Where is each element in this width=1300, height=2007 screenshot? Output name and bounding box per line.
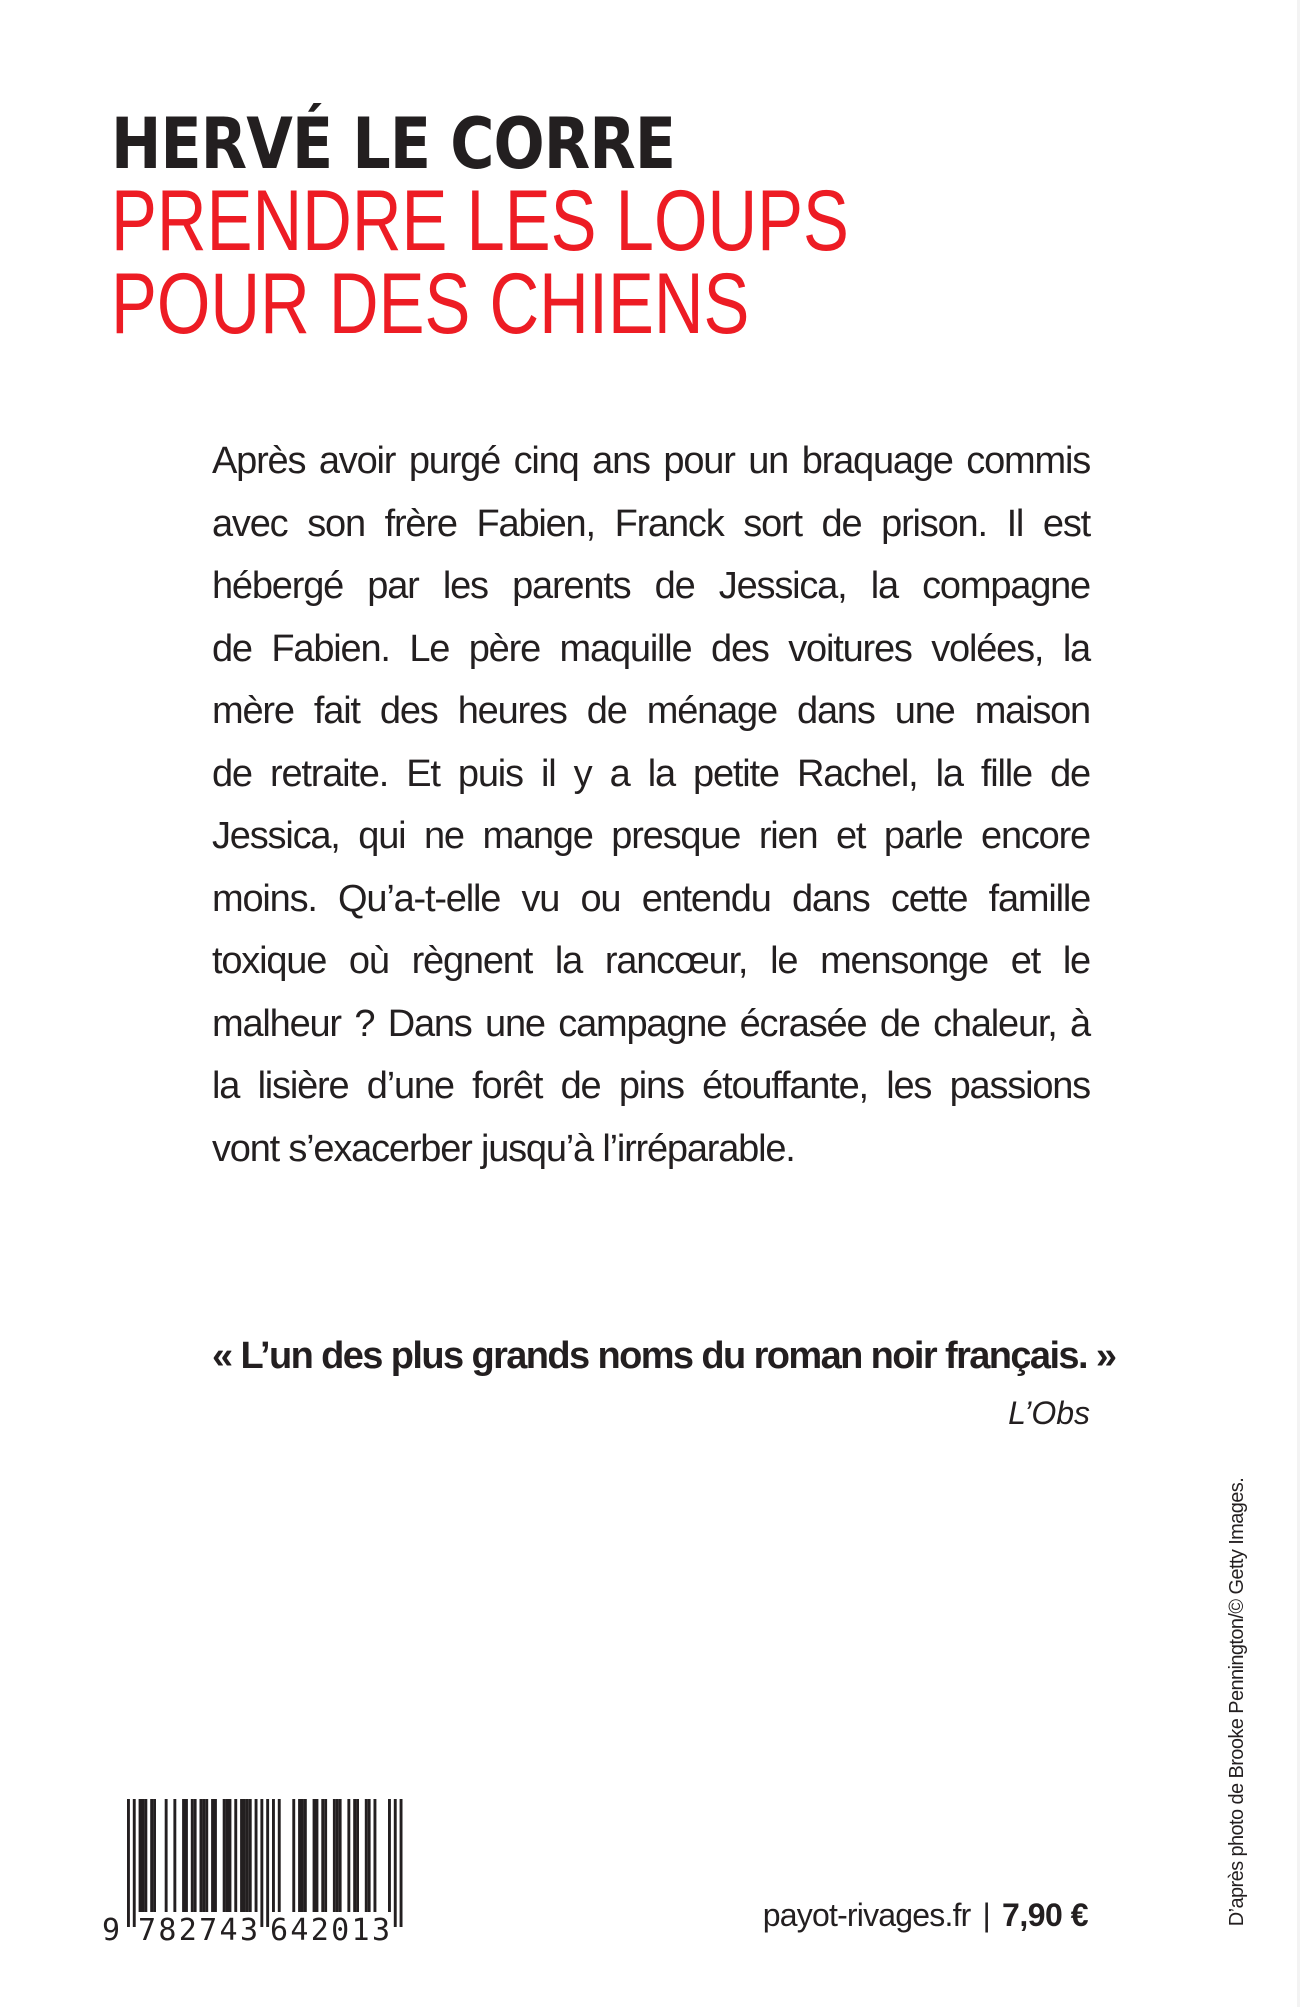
book-title [111, 173, 849, 352]
svg-text:782743: 782743 [138, 1913, 258, 1945]
isbn-barcode [100, 1795, 430, 1945]
blurb-line: Après avoir purgé cinq ans pour un braquage commis [212, 440, 1090, 482]
price: 7,90 € [1002, 1897, 1088, 1933]
title-line-2: POUR DES CHIENS [111, 256, 750, 352]
publisher-website[interactable]: payot-rivages.fr [762, 1897, 971, 1933]
title-line-1: PRENDRE LES LOUPS [111, 173, 849, 269]
press-quote: « L’un des plus grands noms du roman noir français. » [212, 1335, 1116, 1377]
footer [763, 1895, 1088, 1935]
blurb-line: moins. Qu’a-t-elle vu ou entendu dans cette famille [212, 877, 1090, 920]
blurb-text [212, 430, 1090, 1180]
blurb-line: mère fait des heures de ménage dans une maison [212, 690, 1090, 732]
blurb-line: Jessica, qui ne mange presque rien et parle encore [212, 815, 1090, 857]
blurb-line: avec son frère Fabien, Franck sort de prison. Il est [212, 502, 1090, 545]
blurb-line: de retraite. Et puis il y a la petite Rachel, la fille de [212, 752, 1090, 795]
svg-text:642013: 642013 [270, 1913, 390, 1945]
blurb-line: toxique où règnent la rancœur, le mensonge et le [212, 940, 1090, 982]
blurb-line: malheur ? Dans une campagne écrasée de chaleur, à [212, 1002, 1090, 1045]
barcode-icon [100, 1795, 430, 1945]
blurb-line: la lisière d’une forêt de pins étouffante, les passions [212, 1065, 1090, 1107]
blurb-line: hébergé par les parents de Jessica, la compagne [212, 565, 1090, 607]
quote-source: L’Obs [1008, 1395, 1090, 1431]
photo-credit: D’après photo de Brooke Pennington/© Getty Images. [1226, 1477, 1248, 1927]
blurb-line: de Fabien. Le père maquille des voitures volées, la [212, 627, 1090, 670]
author-name: HERVÉ LE CORRE [111, 103, 676, 185]
svg-text:9: 9 [102, 1913, 121, 1945]
separator: | [982, 1897, 991, 1933]
blurb-line: vont s’exacerber jusqu’à l’irréparable. [212, 1127, 795, 1170]
